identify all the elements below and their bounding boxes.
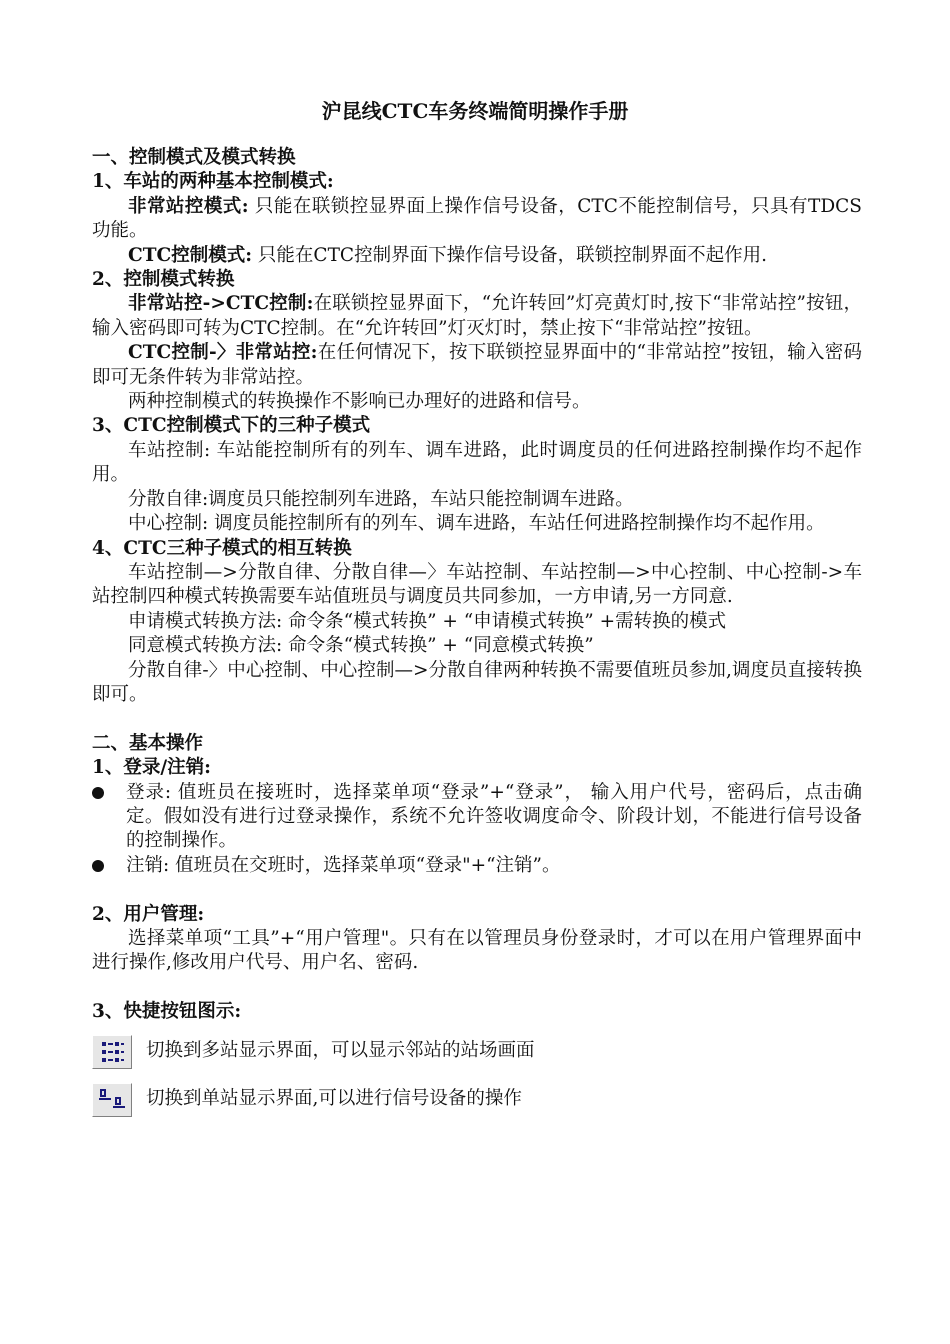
paragraph: [92, 292, 862, 341]
paragraph: 中心控制: 调度员能控制所有的列车、调车进路，车站任何进路控制操作均不起作用。: [128, 513, 825, 535]
term-text: 在联锁控显界面下，“允许转回”灯亮黄灯时,按下“非常站控”按钮，输入密码即可转为CTC控制。在“允许转回”灯灭灯时，禁止按下“非常站控”按钮。: [92, 293, 862, 339]
term-label: 非常站控->CTC控制:: [128, 293, 314, 315]
bullet-item: [92, 781, 862, 854]
document-body: [92, 146, 862, 1121]
paragraph: 分散自律:调度员只能控制列车进路，车站只能控制调车进路。: [128, 488, 634, 510]
spacer: [92, 878, 862, 902]
bullet-dot-icon: [92, 860, 104, 872]
subsection-2-2-heading: 2、用户管理:: [92, 903, 205, 925]
shortcut-description: 切换到单站显示界面,可以进行信号设备的操作: [146, 1088, 522, 1110]
term-text: 只能在联锁控显界面上操作信号设备，CTC不能控制信号，只具有TDCS功能。: [92, 195, 862, 242]
paragraph: [92, 195, 862, 244]
spacer: [92, 707, 862, 731]
paragraph: 分散自律-〉中心控制、中心控制—>分散自律两种转换不需要值班员参加,调度员直接转换即可。: [92, 659, 862, 705]
subsection-2-1-heading: 1、登录/注销:: [92, 757, 211, 779]
paragraph: 同意模式转换方法: 命令条“模式转换” + “同意模式转换”: [128, 635, 594, 657]
term-label: 非常站控模式:: [128, 195, 249, 217]
paragraph: 选择菜单项“工具”+“用户管理"。只有在以管理员身份登录时，才可以在用户管理界面中进行操作,修改用户代号、用户名、密码.: [92, 927, 862, 974]
paragraph: [92, 244, 862, 268]
paragraph: 车站控制: 车站能控制所有的列车、调车进路，此时调度员的任何进路控制操作均不起作用。: [92, 439, 862, 486]
paragraph: 车站控制—>分散自律、分散自律—〉车站控制、车站控制—>中心控制、中心控制->车站控制四种模式转换需要车站值班员与调度员共同参加，一方申请,另一方同意.: [92, 561, 862, 608]
term-label: CTC控制-〉非常站控:: [128, 342, 318, 364]
section-1-heading: 一、控制模式及模式转换: [92, 147, 296, 168]
spacer: [92, 976, 862, 1000]
bullet-item: [92, 854, 862, 878]
subsection-1-4-heading: 4、CTC三种子模式的相互转换: [92, 537, 352, 559]
multi-station-view-icon: [92, 1035, 132, 1069]
term-label: CTC控制模式:: [128, 244, 253, 266]
paragraph: [92, 341, 862, 390]
subsection-2-3-heading: 3、快捷按钮图示:: [92, 1001, 242, 1023]
single-station-view-icon: [92, 1083, 132, 1117]
subsection-1-2-heading: 2、控制模式转换: [92, 269, 235, 291]
term-text: 只能在CTC控制界面下操作信号设备，联锁控制界面不起作用.: [252, 244, 767, 266]
shortcut-row: [92, 1031, 862, 1073]
paragraph: 申请模式转换方法: 命令条“模式转换” + “申请模式转换” +需转换的模式: [128, 610, 727, 632]
document-title: 沪昆线CTC车务终端简明操作手册: [321, 99, 629, 123]
subsection-1-3-heading: 3、CTC控制模式下的三种子模式: [92, 415, 371, 437]
section-2-heading: 二、基本操作: [92, 732, 204, 754]
shortcut-description: 切换到多站显示界面，可以显示邻站的站场画面: [146, 1040, 535, 1062]
bullet-text: 注销: 值班员在交班时，选择菜单项“登录"+“注销”。: [126, 854, 561, 876]
paragraph: 两种控制模式的转换操作不影响已办理好的进路和信号。: [128, 391, 591, 413]
shortcut-row: [92, 1079, 862, 1121]
bullet-dot-icon: [92, 787, 104, 799]
subsection-1-1-heading: 1、车站的两种基本控制模式:: [92, 171, 334, 193]
bullet-text: 登录: 值班员在接班时，选择菜单项“登录”+“登录”， 输入用户代号，密码后，点击确定。假如没有进行过登录操作，系统不允许签收调度命令、阶段计划，不能进行信号设备的控制操作。: [126, 781, 862, 852]
term-text: 在任何情况下，按下联锁控显界面中的“非常站控”按钮，输入密码即可无条件转为非常站控。: [92, 342, 862, 388]
